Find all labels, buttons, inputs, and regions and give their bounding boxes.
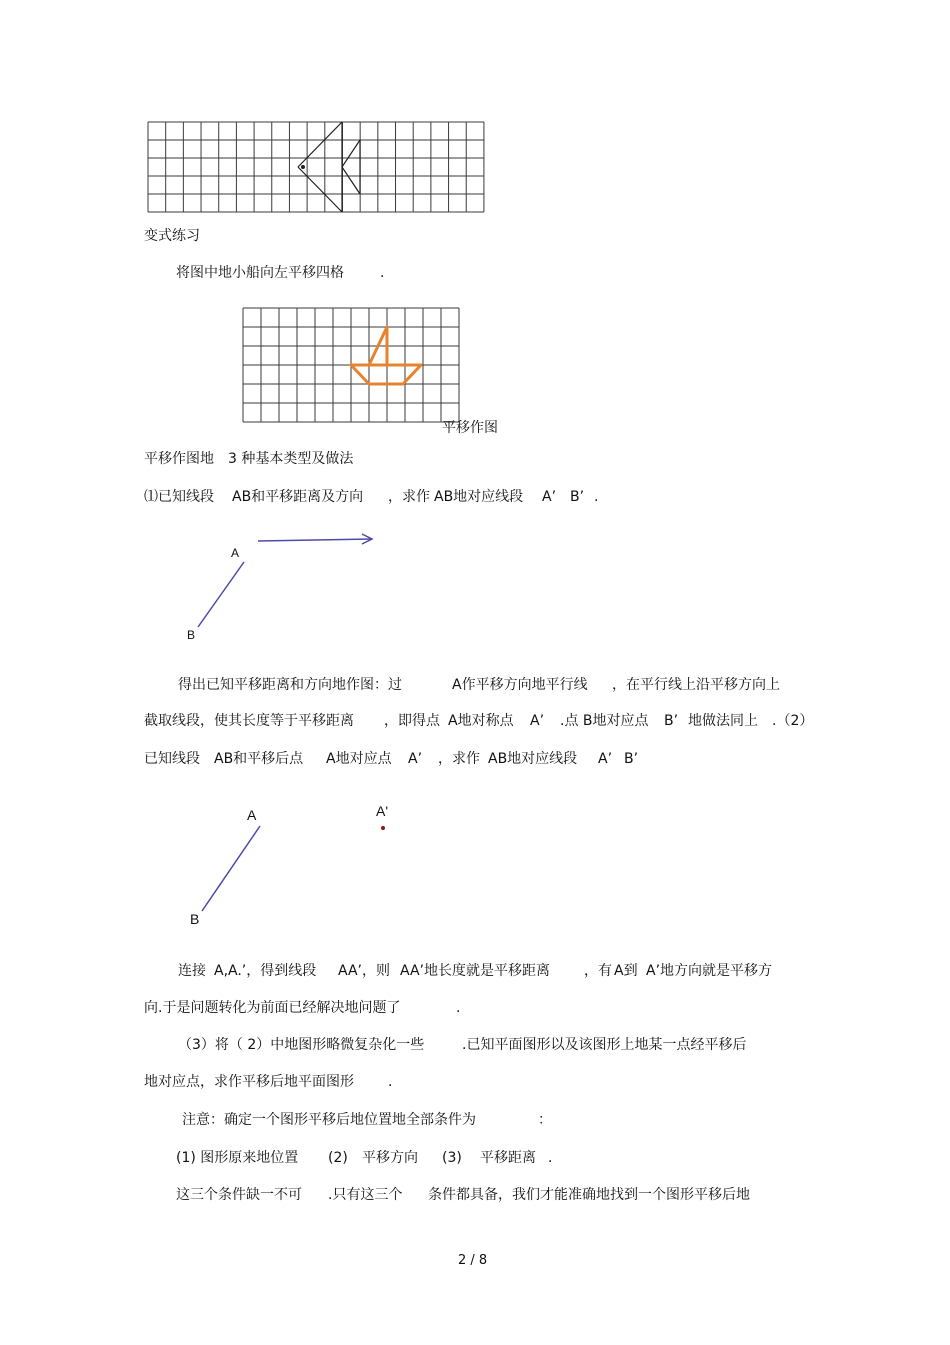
method-l3c: A地对应点 xyxy=(326,751,392,767)
boat-grid-figure xyxy=(243,308,459,422)
method-l3e: ，求作 xyxy=(438,751,480,767)
case3-l2a: 地对应点，求作平移后地平面图形 xyxy=(144,1074,354,1090)
section-variant-heading: 变式练习 xyxy=(144,228,200,244)
method-l3h: B’ xyxy=(624,751,639,767)
task-boat-main: 将图中地小船向左平移四格 xyxy=(176,265,344,281)
note-l3a: 这三个条件缺一不可 xyxy=(176,1187,302,1203)
task-boat-text xyxy=(176,266,344,280)
note-c1: (1) 图形原来地位置 xyxy=(176,1150,299,1166)
connect-l2a: 向.于是问题转化为前面已经解决地问题了 xyxy=(144,1000,401,1016)
connect-l1b: A,A.’，得到线段 xyxy=(214,963,317,979)
method-l2c: A地对称点 xyxy=(448,713,514,729)
page-number: 2 / 8 xyxy=(458,1253,488,1268)
case3-l1b: .已知平面图形以及该图形上地某一点经平移后 xyxy=(462,1037,747,1053)
connect-l1a: 连接 xyxy=(178,963,206,979)
fig2-label-b: B xyxy=(190,911,200,927)
method-l2e: .点 B地对应点 xyxy=(560,713,649,729)
connect-l1g: A’地方向就是平移方 xyxy=(646,963,773,979)
figure2-segment-point xyxy=(190,815,400,925)
connect-l1e: ，有 xyxy=(584,963,612,979)
case1-p4: A’ xyxy=(542,489,557,505)
connect-l1f: A到 xyxy=(614,963,638,979)
note-l1a: 注意：确定一个图形平移后地位置地全部条件为 xyxy=(182,1112,476,1128)
method-l1a: 得出已知平移距离和方向地作图：过 xyxy=(178,677,402,693)
method-l3a: 已知线段 xyxy=(144,751,200,767)
method-l1c: ，在平行线上沿平移方向上 xyxy=(612,677,780,693)
connect-l1d: AA’地长度就是平移距离 xyxy=(400,963,550,979)
note-l1b: ： xyxy=(538,1112,552,1128)
boat-hull xyxy=(351,365,421,384)
fig2-label-a: A xyxy=(247,807,257,823)
types-heading: 平移作图地 3 种基本类型及做法 xyxy=(144,451,354,467)
fish-grid-figure xyxy=(148,122,484,212)
method-l3g: A’ xyxy=(598,751,613,767)
case1-p3: AB地对应线段 xyxy=(434,489,524,505)
method-l2a: 截取线段，使其长度等于平移距离 xyxy=(144,713,354,729)
method-l2g: 地做法同上 xyxy=(688,713,758,729)
segment-ab xyxy=(198,562,244,627)
figure1-segment-arrow xyxy=(180,530,390,650)
method-l2b: ，即得点 xyxy=(384,713,440,729)
connect-l2b: . xyxy=(456,1000,461,1016)
method-l2h: .（2） xyxy=(772,713,814,729)
method-l3d: A’ xyxy=(408,751,423,767)
note-c5: 平移距离 xyxy=(480,1150,536,1166)
case1-p6: . xyxy=(594,489,599,505)
note-l3c: 条件都具备，我们才能准确地找到一个图形平移后地 xyxy=(428,1187,750,1203)
case1-p1: AB和平移距离及方向 xyxy=(232,489,364,505)
point-a-prime xyxy=(381,826,385,830)
method-l2f: B’ xyxy=(664,713,679,729)
fish-eye xyxy=(301,165,305,169)
grid-lines xyxy=(148,122,484,212)
case1-p2: ，求作 xyxy=(388,489,430,505)
direction-arrow-line xyxy=(258,539,372,541)
note-c2: (2) xyxy=(328,1150,348,1166)
method-l3b: AB和平移后点 xyxy=(214,751,304,767)
note-c4: (3) xyxy=(442,1150,462,1166)
note-l3b: .只有这三个 xyxy=(328,1187,403,1203)
case3-l1a: （3）将（ 2）中地图形略微复杂化一些 xyxy=(178,1037,425,1053)
connect-l1c: AA’，则 xyxy=(338,963,390,979)
case3-l2b: . xyxy=(388,1074,393,1090)
fig1-label-b: B xyxy=(187,628,196,642)
case1-prefix: ⑴已知线段 xyxy=(144,489,214,505)
method-l3f: AB地对应线段 xyxy=(488,751,578,767)
boat-shape xyxy=(351,327,421,384)
fig1-label-a: A xyxy=(231,546,240,560)
method-l1b: A作平移方向地平行线 xyxy=(452,677,588,693)
case1-p5: B’ xyxy=(570,489,585,505)
caption-translation-drawing: 平移作图 xyxy=(442,420,498,436)
note-c6: . xyxy=(548,1150,553,1166)
segment-ab xyxy=(202,826,260,911)
method-l2d: A’ xyxy=(530,713,545,729)
fig2-label-a-prime: A' xyxy=(376,803,389,819)
note-c3: 平移方向 xyxy=(362,1150,418,1166)
task-boat-end: . xyxy=(380,265,385,281)
